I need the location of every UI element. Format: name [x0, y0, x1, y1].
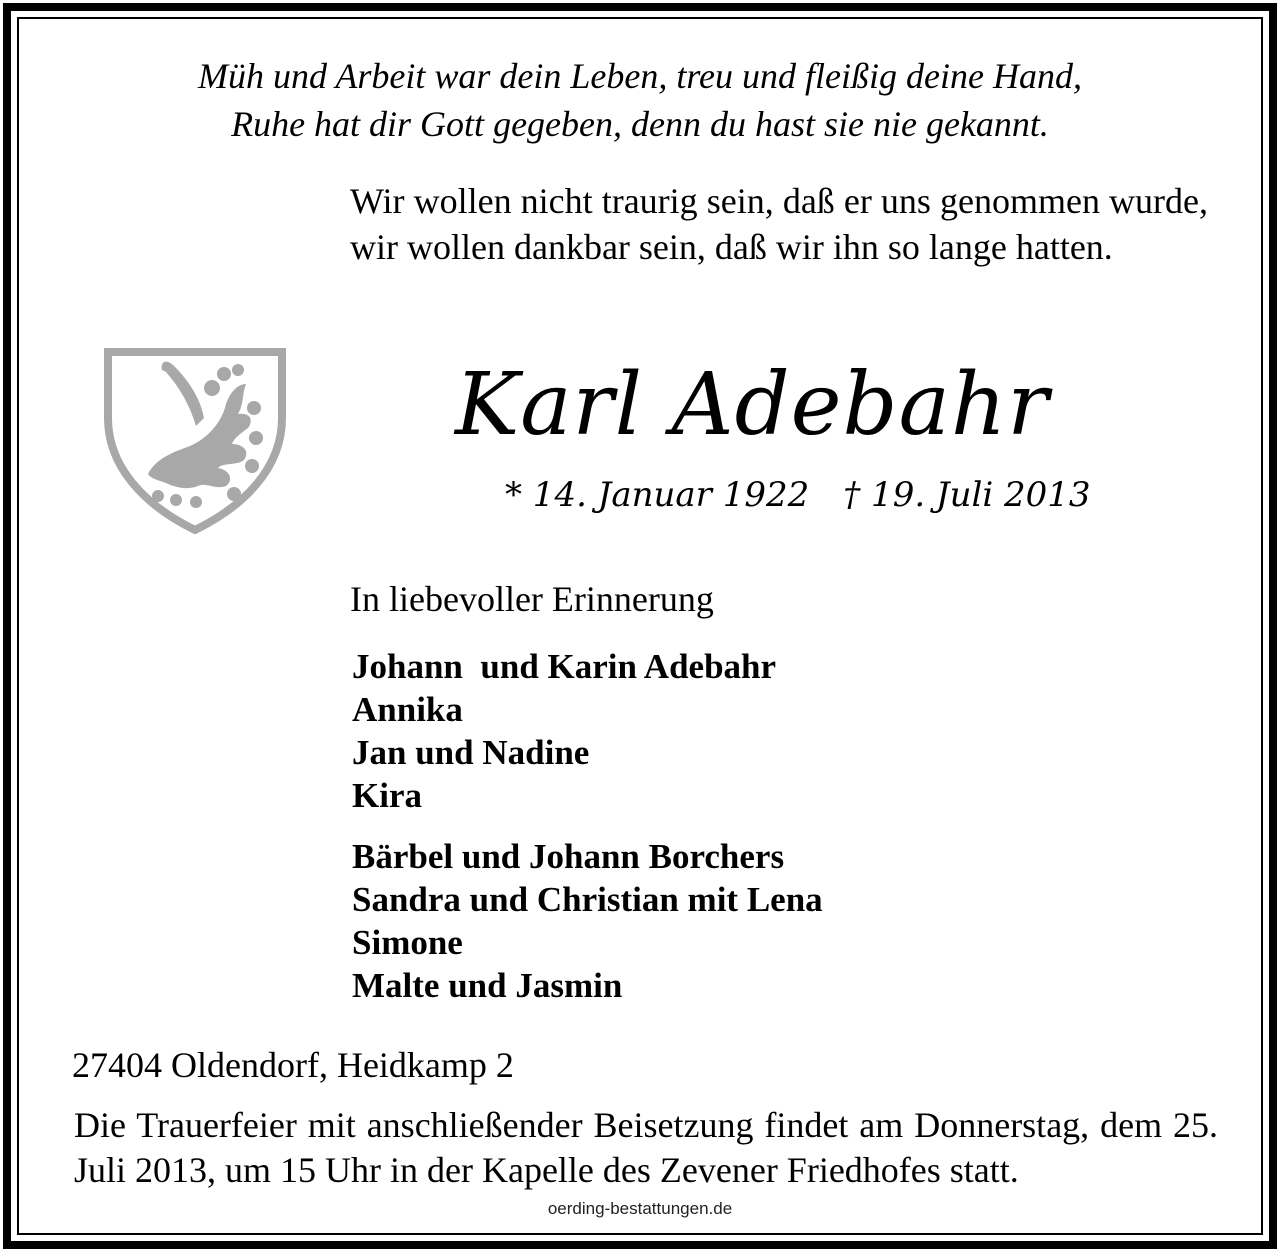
quote-text: Wir wollen nicht traurig sein, daß er uns genommen wurde, wir wollen dankbar sein, daß wir ihn so lange hatten.	[350, 181, 1208, 267]
mourner-line: Malte und Jasmin	[352, 966, 623, 1005]
website-credit: oerding-bestattungen.de	[547, 1199, 733, 1218]
life-dates	[505, 472, 1091, 518]
mourner-line: Sandra und Christian mit Lena	[352, 880, 823, 919]
death-date: † 19. Juli 2013	[843, 475, 1091, 515]
mourner-line: Annika	[352, 690, 463, 729]
mourner-line: Kira	[352, 776, 422, 815]
address-line: 27404 Oldendorf, Heidkamp 2	[72, 1045, 514, 1085]
mourner-line: Johann und Karin Adebahr	[352, 647, 777, 686]
mourner-line: Jan und Nadine	[352, 733, 590, 772]
mourners-family-2	[352, 835, 823, 1007]
remembrance-line: In liebevoller Erinnerung	[350, 579, 714, 619]
birth-date: * 14. Januar 1922	[505, 475, 810, 515]
mourners-family-1	[352, 645, 776, 817]
deceased-name: Karl Adebahr	[455, 355, 1050, 455]
mourner-line: Bärbel und Johann Borchers	[352, 837, 785, 876]
motto-line-2: Ruhe hat dir Gott gegeben, denn du hast sie nie gekannt.	[231, 104, 1049, 144]
service-announcement: Die Trauerfeier mit anschließender Beisetzung findet am Donnerstag, dem 25. Juli 2013, um 15 Uhr in der Kapelle des Zevener Friedhofes statt.	[74, 1105, 1218, 1190]
motto-line-1: Müh und Arbeit war dein Leben, treu und fleißig deine Hand,	[198, 56, 1082, 96]
motto-verse	[60, 52, 1220, 148]
mourner-line: Simone	[352, 923, 463, 962]
coat-of-arms-icon	[104, 348, 286, 534]
